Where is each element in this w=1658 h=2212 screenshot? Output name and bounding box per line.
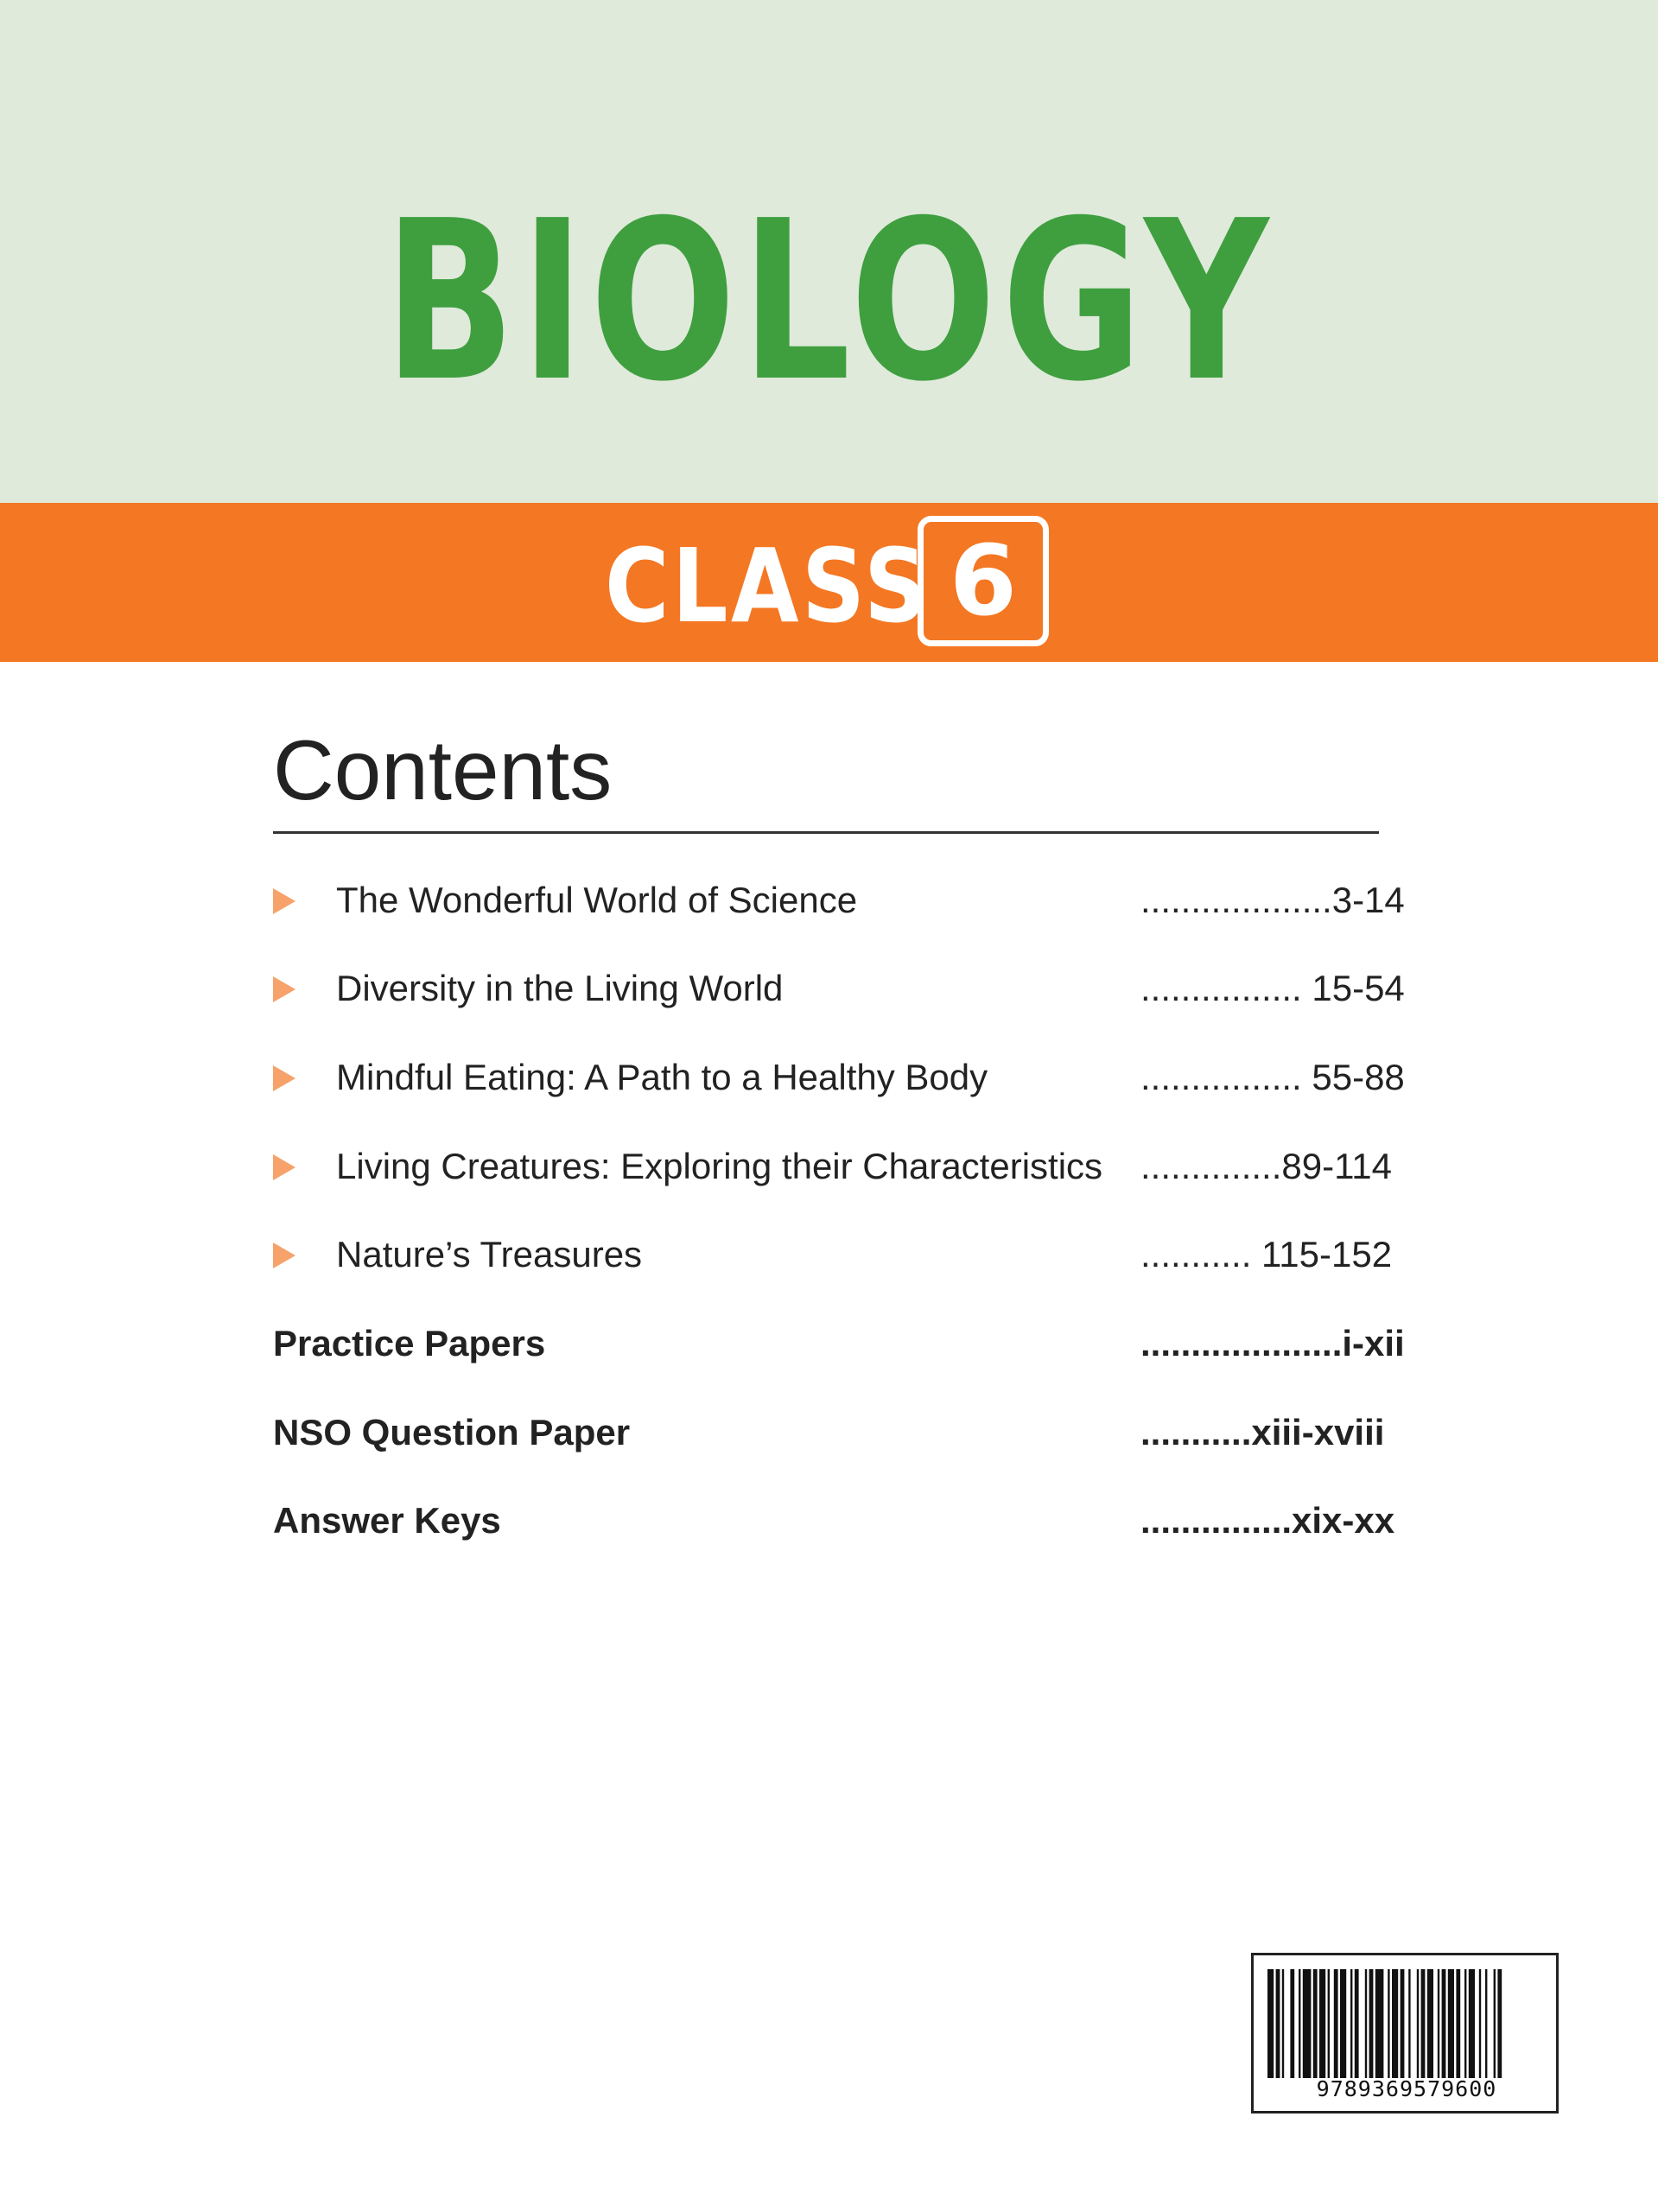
toc-extra: [273, 1405, 1385, 1460]
barcode-bar: [1427, 1969, 1433, 2078]
toc-page-range: ................ 15-54: [1140, 968, 1405, 1008]
toc-chapter: [273, 1227, 1393, 1282]
toc-chapter: [273, 1050, 1405, 1105]
book-title: BIOLOGY: [384, 174, 1274, 430]
toc-extra: [273, 1493, 1395, 1548]
toc-page-range: ...................3-14: [1140, 880, 1405, 920]
barcode-bar: [1350, 1969, 1352, 2078]
barcode-bars-icon: [1264, 1969, 1549, 2078]
triangle-bullet-icon: [273, 976, 295, 1002]
toc-chapter: [273, 1139, 1393, 1194]
toc-extra-title: NSO Question Paper: [273, 1412, 631, 1452]
barcode-bar: [1421, 1969, 1426, 2078]
toc-chapter-title: Living Creatures: Exploring their Characteristics: [336, 1146, 1103, 1186]
barcode-bar: [1375, 1969, 1384, 2078]
barcode-bar: [1303, 1969, 1312, 2078]
barcode-bar: [1392, 1969, 1398, 2078]
barcode-bar: [1469, 1969, 1475, 2078]
toc-chapter-title: Diversity in the Living World: [336, 968, 784, 1008]
toc-chapter-title: The Wonderful World of Science: [336, 880, 858, 920]
toc-chapter: [273, 961, 1405, 1016]
barcode-bar: [1340, 1969, 1346, 2078]
toc-extra-title: Practice Papers: [273, 1323, 546, 1363]
barcode-bar: [1497, 1969, 1502, 2078]
toc-page-range: ..............89-114: [1140, 1146, 1393, 1186]
barcode-bar: [1267, 1969, 1274, 2078]
triangle-bullet-icon: [273, 888, 295, 914]
toc-page-range: ...........xiii-xviii: [1140, 1412, 1385, 1452]
barcode-bar: [1334, 1969, 1338, 2078]
barcode-bar: [1388, 1969, 1389, 2078]
toc-page-range: ................ 55-88: [1140, 1057, 1405, 1097]
class-label: CLASS: [605, 526, 931, 645]
triangle-bullet-icon: [273, 1065, 295, 1091]
class-number-badge: 6: [918, 516, 1049, 646]
barcode-bar: [1290, 1969, 1294, 2078]
barcode-bar: [1299, 1969, 1300, 2078]
barcode-bar: [1408, 1969, 1410, 2078]
barcode-bar: [1456, 1969, 1460, 2078]
barcode-bar: [1313, 1969, 1318, 2078]
barcode-bar: [1369, 1969, 1374, 2078]
toc-page-range: ........... 115-152: [1140, 1234, 1393, 1274]
toc-chapter: [273, 873, 1405, 928]
toc-chapter-title: Mindful Eating: A Path to a Healthy Body: [336, 1057, 988, 1097]
triangle-bullet-icon: [273, 1154, 295, 1180]
isbn-barcode: [1251, 1953, 1559, 2113]
barcode-bar: [1355, 1969, 1359, 2078]
barcode-bar: [1442, 1969, 1446, 2078]
barcode-bar: [1417, 1969, 1419, 2078]
toc-extra: [273, 1316, 1405, 1371]
toc-extra-title: Answer Keys: [273, 1500, 501, 1541]
toc-page-range: ...............xix-xx: [1140, 1500, 1395, 1541]
barcode-bar: [1401, 1969, 1405, 2078]
heading-divider: [273, 831, 1379, 834]
triangle-bullet-icon: [273, 1243, 295, 1268]
barcode-bar: [1464, 1969, 1466, 2078]
contents-heading: Contents: [273, 722, 613, 817]
barcode-bar: [1319, 1969, 1325, 2078]
barcode-bar: [1485, 1969, 1487, 2078]
toc-page-range: ....................i-xii: [1140, 1323, 1405, 1363]
toc-chapter-title: Nature’s Treasures: [336, 1234, 643, 1274]
barcode-bar: [1438, 1969, 1439, 2078]
barcode-bar: [1282, 1969, 1284, 2078]
barcode-bar: [1328, 1969, 1330, 2078]
barcode-bar: [1276, 1969, 1280, 2078]
barcode-bar: [1365, 1969, 1367, 2078]
barcode-bar: [1448, 1969, 1454, 2078]
barcode-bar: [1494, 1969, 1496, 2078]
barcode-number: 9789369579600: [1316, 2076, 1497, 2101]
barcode-bar: [1479, 1969, 1481, 2078]
